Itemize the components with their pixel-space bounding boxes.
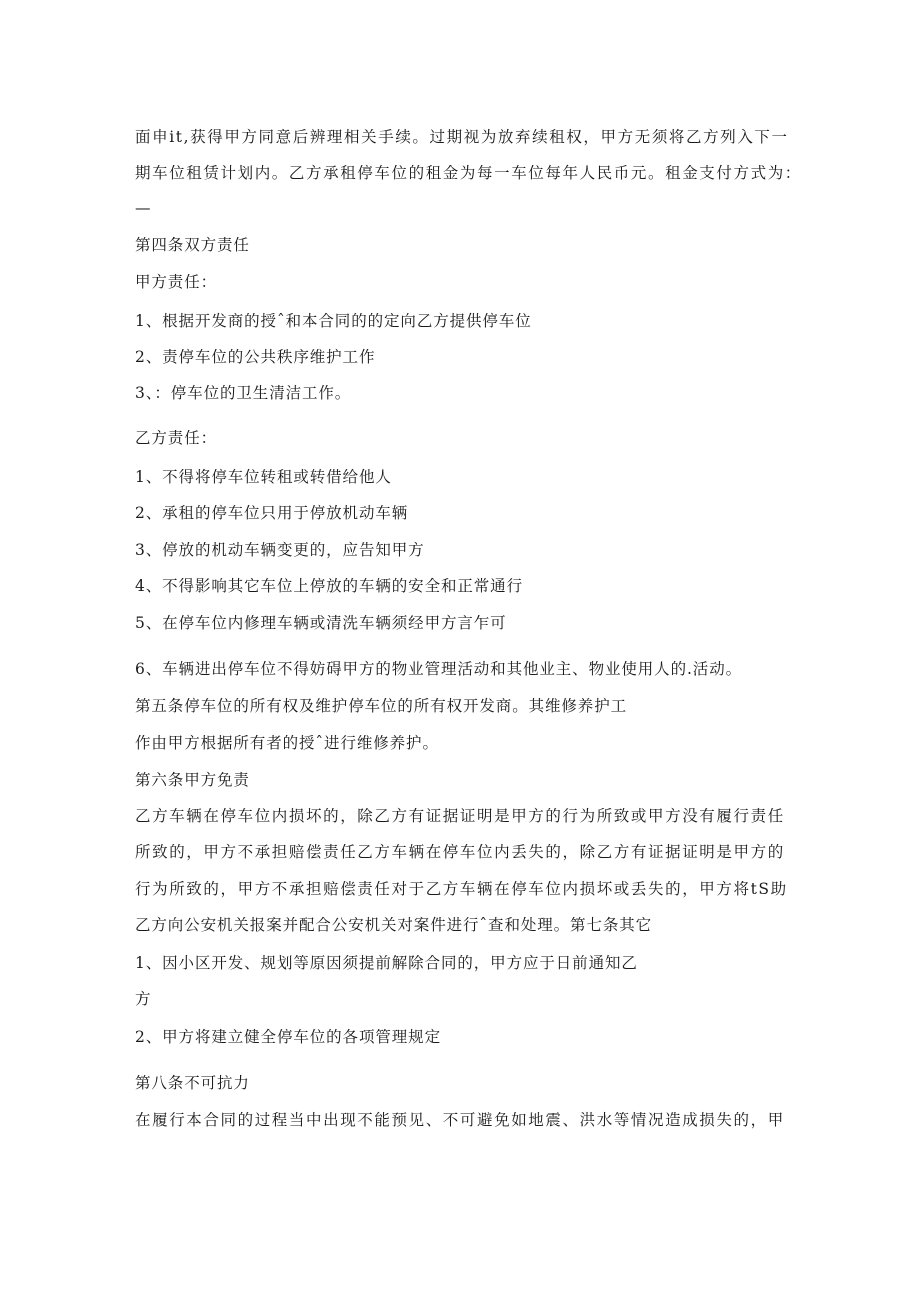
section-heading: 第五条停车位的所有权及维护停车位的所有权开发商。其维修养护工 [135, 697, 628, 715]
section-heading: 第四条双方责任 [135, 236, 250, 254]
section-heading: 第六条甲方免责 [135, 771, 250, 789]
paragraph-line: 面申it,获得甲方同意后辨理相关手续。过期视为放弃续租权，甲方无须将乙方列入下一 [135, 128, 789, 146]
list-item: 1、根据开发商的授ˆ和本合同的的定向乙方提供停车位 [135, 312, 532, 330]
list-item: 5、在停车位内修理车辆或清洗车辆须经甲方言乍可 [135, 614, 507, 632]
list-item: 2、责停车位的公共秩序维护工作 [135, 348, 376, 366]
list-item: 1、因小区开发、规划等原因须提前解除合同的，甲方应于日前通知乙 [135, 954, 638, 972]
subheading: 乙方责任： [135, 429, 218, 447]
paragraph-line: 乙方向公安机关报案并配合公安机关对案件进行ˆ查和处理。第七条其它 [135, 916, 653, 934]
list-item: 3、：停车位的卫生清洁工作。 [135, 384, 352, 402]
subheading: 甲方责任： [135, 273, 218, 291]
list-item: 6、车辆进出停车位不得妨碍甲方的物业管理活动和其他业主、物业使用人的.活动。 [135, 660, 742, 678]
paragraph-line: 作由甲方根据所有者的授ˆ进行维修养护。 [135, 734, 439, 752]
list-item: 2、承租的停车位只用于停放机动车辆 [135, 504, 409, 522]
list-item: 3、停放的机动车辆变更的，应告知甲方 [135, 541, 425, 559]
paragraph-line: — [135, 199, 152, 217]
list-item: 2、甲方将建立健全停车位的各项管理规定 [135, 1028, 441, 1046]
paragraph-line: 行为所致的，甲方不承担赔偿责任对于乙方车辆在停车位内损坏或丢失的，甲方将tS助 [135, 880, 788, 898]
list-item: 1、不得将停车位转租或转借给他人 [135, 468, 392, 486]
paragraph-line: 期车位租赁计划内。乙方承租停车位的租金为每一车位每年人民币元。租金支付方式为： [135, 164, 802, 182]
paragraph-line: 在履行本合同的过程当中出现不能预见、不可避免如地震、洪水等情况造成损失的，甲 [135, 1111, 785, 1129]
paragraph-line: 所致的，甲方不承担赔偿责任乙方车辆在停车位内丢失的，除乙方有证据证明是甲方的 [135, 843, 785, 861]
paragraph-line: 方 [135, 990, 152, 1008]
section-heading: 第八条不可抗力 [135, 1074, 250, 1092]
list-item: 4、不得影响其它车位上停放的车辆的安全和正常通行 [135, 577, 523, 595]
paragraph-line: 乙方车辆在停车位内损坏的，除乙方有证据证明是甲方的行为所致或甲方没有履行责任 [135, 807, 785, 825]
